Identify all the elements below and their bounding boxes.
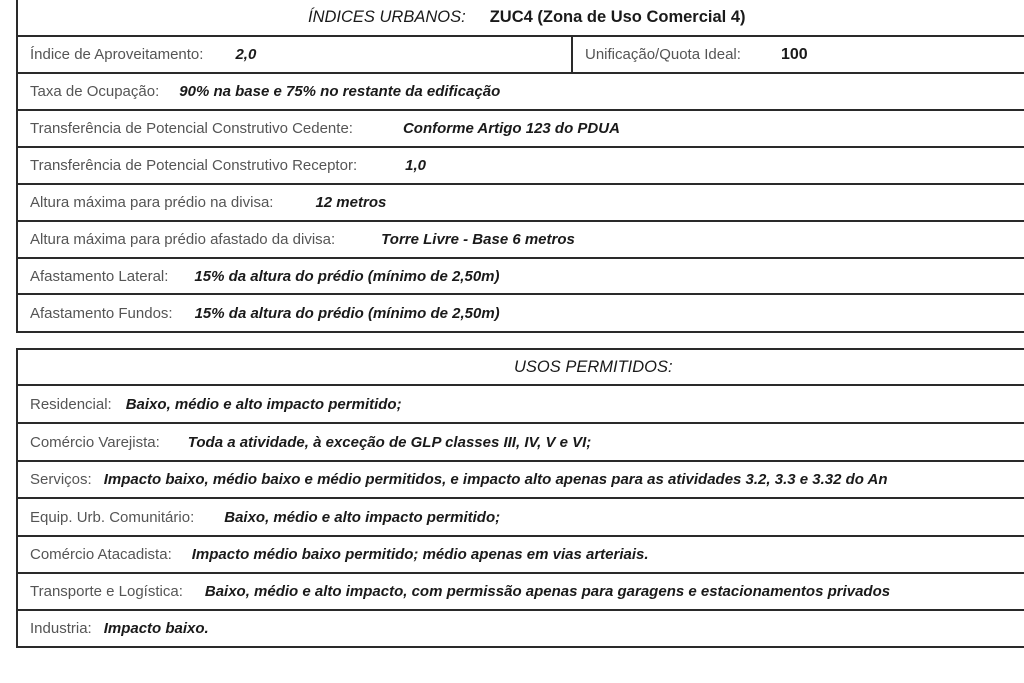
field-value: 1,0 <box>405 157 426 174</box>
usos-header-row <box>18 350 1024 386</box>
use-label: Comércio Varejista: <box>30 433 160 451</box>
use-value: Baixo, médio e alto impacto permitido; <box>224 508 501 526</box>
use-value: Toda a atividade, à exceção de GLP classes III, IV, V e VI; <box>187 433 592 451</box>
usos-title: USOS PERMITIDOS: <box>514 357 673 376</box>
field-label: Altura máxima para prédio na divisa: <box>30 194 274 211</box>
field-value: 100 <box>780 45 808 63</box>
usos-row-servicos <box>18 462 1024 499</box>
usos-row-equip-urb-comunitario <box>18 499 1024 537</box>
indices-row-aproveitamento <box>18 37 1024 74</box>
usos-row-industria <box>18 611 1024 646</box>
indices-urbanos-table <box>16 0 1024 333</box>
indices-row-altura-afastado <box>18 222 1024 259</box>
aproveitamento-cell <box>18 37 571 72</box>
field-value: 12 metros <box>315 194 387 211</box>
quota-ideal-cell <box>571 37 1024 72</box>
usos-row-comercio-atacadista <box>18 537 1024 574</box>
use-label: Transporte e Logística: <box>30 583 183 600</box>
use-value: Impacto baixo, médio baixo e médio permitidos, e impacto alto apenas para as atividades 3.2, 3.3 e 3.32 do An <box>103 471 888 488</box>
use-label: Comércio Atacadista: <box>30 546 172 563</box>
indices-row-afastamento-lateral <box>18 259 1024 295</box>
field-label: Índice de Aproveitamento: <box>30 46 204 63</box>
use-label: Residencial: <box>30 395 112 413</box>
field-label: Altura máxima para prédio afastado da divisa: <box>30 231 336 248</box>
usos-permitidos-table <box>16 348 1024 648</box>
indices-row-taxa-ocupacao <box>18 74 1024 111</box>
usos-row-transporte-logistica <box>18 574 1024 611</box>
field-value: 2,0 <box>235 46 257 63</box>
use-label: Industria: <box>30 620 92 637</box>
field-label: Afastamento Lateral: <box>30 267 169 285</box>
field-label: Unificação/Quota Ideal: <box>585 46 741 63</box>
field-value: 90% na base e 75% no restante da edificação <box>179 83 501 100</box>
field-label: Taxa de Ocupação: <box>30 83 160 100</box>
field-value: 15% da altura do prédio (mínimo de 2,50m) <box>194 304 500 322</box>
field-label: Afastamento Fundos: <box>30 304 173 322</box>
indices-header-row <box>18 0 1024 37</box>
use-value: Impacto baixo. <box>103 620 209 637</box>
indices-row-afastamento-fundos <box>18 295 1024 331</box>
field-value: Torre Livre - Base 6 metros <box>381 231 575 248</box>
indices-row-altura-divisa <box>18 185 1024 222</box>
use-label: Equip. Urb. Comunitário: <box>30 508 195 526</box>
zone-name: ZUC4 (Zona de Uso Comercial 4) <box>489 8 746 26</box>
usos-row-comercio-varejista <box>18 424 1024 462</box>
use-value: Baixo, médio e alto impacto, com permissão apenas para garagens e estacionamentos privados <box>204 583 891 600</box>
indices-title: ÍNDICES URBANOS: <box>308 8 466 26</box>
use-value: Baixo, médio e alto impacto permitido; <box>125 395 402 413</box>
use-value: Impacto médio baixo permitido; médio apenas em vias arteriais. <box>191 546 649 563</box>
field-label: Transferência de Potencial Construtivo Cedente: <box>30 120 353 137</box>
usos-row-residencial <box>18 386 1024 424</box>
field-value: 15% da altura do prédio (mínimo de 2,50m) <box>194 267 500 285</box>
use-label: Serviços: <box>30 471 92 488</box>
indices-row-tpc-cedente <box>18 111 1024 148</box>
indices-row-tpc-receptor <box>18 148 1024 185</box>
field-label: Transferência de Potencial Construtivo Receptor: <box>30 157 358 174</box>
field-value: Conforme Artigo 123 do PDUA <box>402 120 620 137</box>
